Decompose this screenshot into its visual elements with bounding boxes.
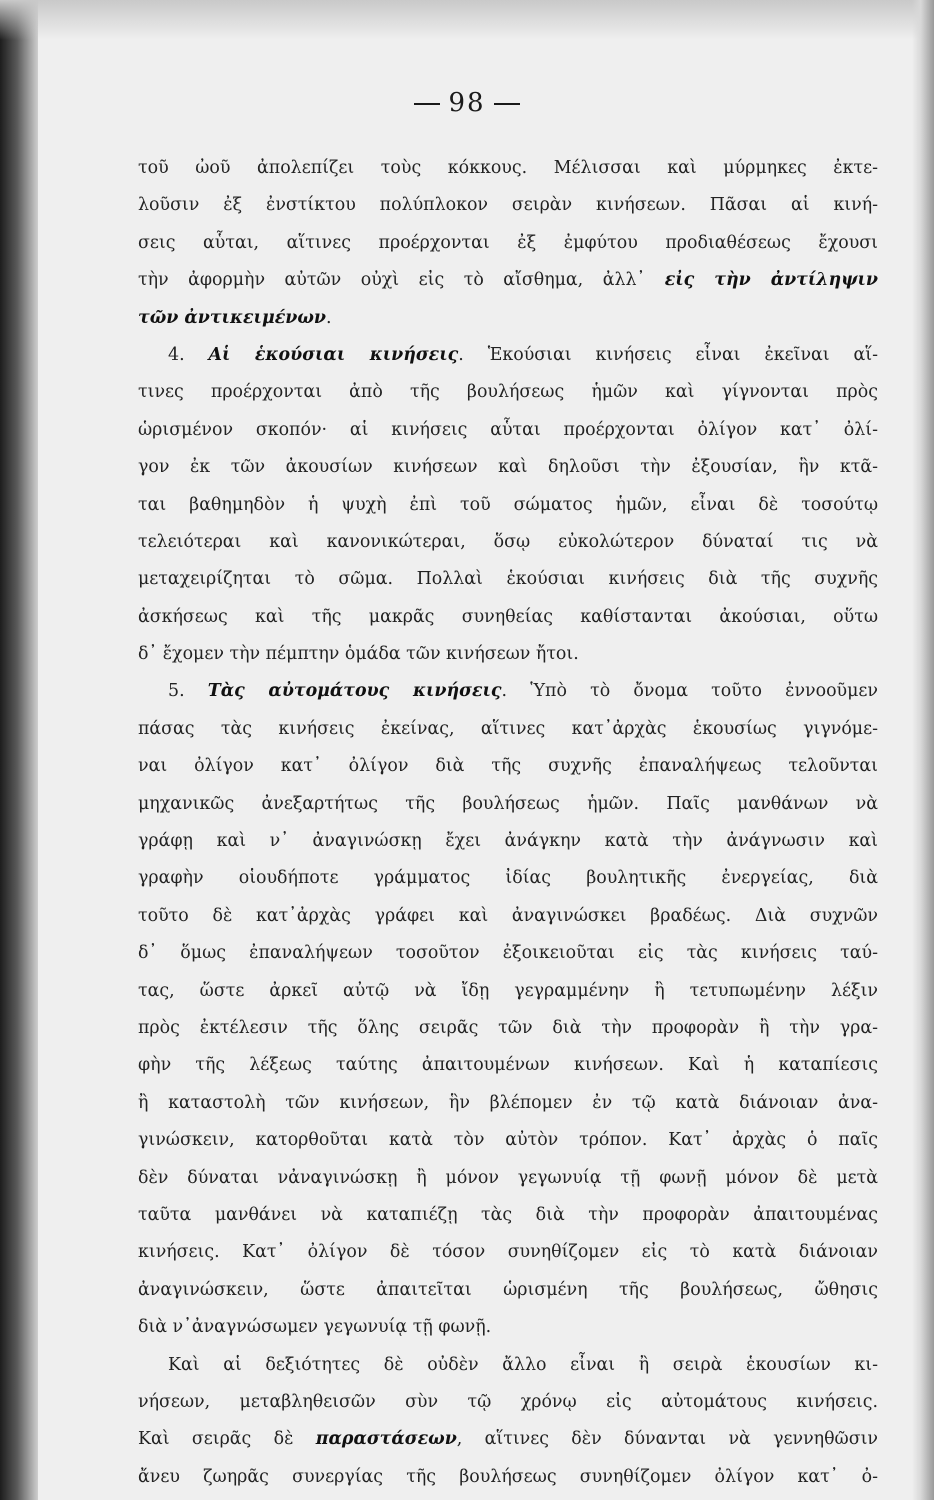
text-segment: ἄνευ ζωηρᾶς συνεργίας τῆς βουλήσεως συνηθίζομεν ὀλίγον κατ᾽ ὀ- <box>138 1466 878 1487</box>
text-segment: φὴν τῆς λέξεως ταύτης ἀπαιτουμένων κινήσεων. Καὶ ἡ καταπίεσις <box>138 1055 878 1076</box>
text-line <box>138 1197 878 1234</box>
text-line <box>138 225 878 262</box>
text-line <box>138 524 878 561</box>
text-line <box>138 1122 878 1159</box>
page-number-dash-left <box>414 103 440 105</box>
text-segment: κινήσεις. Κατ᾽ ὀλίγον δὲ τόσον συνηθίζομεν εἰς τὸ κατὰ διάνοιαν <box>138 1242 878 1263</box>
page-number <box>0 88 934 118</box>
text-line <box>138 1010 878 1047</box>
text-line <box>138 673 878 710</box>
text-line <box>138 449 878 486</box>
text-segment: τινες προέρχονται ἀπὸ τῆς βουλήσεως ἡμῶν καὶ γίγνονται πρὸς <box>138 382 878 403</box>
text-segment: ἀναγινώσκειν, ὥστε ἀπαιτεῖται ὡρισμένη τῆς βουλήσεως, ὤθησις <box>138 1279 878 1300</box>
text-segment: ἀσκήσεως καὶ τῆς μακρᾶς συνηθείας καθίστανται ἀκούσιαι, οὕτω <box>138 606 878 627</box>
text-segment: πρὸς ἐκτέλεσιν τῆς ὅλης σειρᾶς τῶν διὰ τὴν προφορὰν ἢ τὴν γρα- <box>138 1017 878 1038</box>
text-line <box>138 262 878 299</box>
emphasized-term: παραστάσεων <box>315 1429 457 1450</box>
text-line <box>138 412 878 449</box>
text-segment: . Ἑκούσιαι κινήσεις εἶναι ἐκεῖναι αἵ- <box>458 344 878 365</box>
text-segment: ταῦτα μανθάνει νὰ καταπιέζῃ τὰς διὰ τὴν προφορὰν ἀπαιτουμένας <box>138 1204 878 1225</box>
top-edge-shadow <box>0 0 934 40</box>
text-line <box>138 1347 878 1384</box>
text-line <box>138 748 878 785</box>
text-segment: τοῦτο δὲ κατ᾽ἀρχὰς γράφει καὶ ἀναγινώσκει βραδέως. Διὰ συχνῶν <box>138 905 878 926</box>
text-line <box>138 1421 878 1458</box>
text-line <box>138 1459 878 1496</box>
text-segment: ναι ὀλίγον κατ᾽ ὀλίγον διὰ τῆς συχνῆς ἐπαναλήψεως τελοῦνται <box>138 756 878 777</box>
text-line <box>138 860 878 897</box>
text-segment: . Ὑπὸ τὸ ὄνομα τοῦτο ἐννοοῦμεν <box>501 681 878 702</box>
text-segment: μεταχειρίζηται τὸ σῶμα. Πολλαὶ ἑκούσιαι κινήσεις διὰ τῆς συχνῆς <box>138 569 878 590</box>
text-line <box>138 786 878 823</box>
text-segment: μηχανικῶς ἀνεξαρτήτως τῆς βουλήσεως ἡμῶν. Παῖς μανθάνων νὰ <box>138 793 878 814</box>
text-segment: Καὶ σειρᾶς δὲ <box>138 1429 316 1450</box>
text-segment: 4. <box>168 344 209 365</box>
text-segment: ἢ καταστολὴ τῶν κινήσεων, ἣν βλέπομεν ἐν τῷ κατὰ διάνοιαν ἀνα- <box>138 1092 878 1113</box>
text-segment: τας, ὥστε ἀρκεῖ αὐτῷ νὰ ἴδῃ γεγραμμένην ἢ τετυπωμένην λέξιν <box>138 980 878 1001</box>
text-line <box>138 935 878 972</box>
text-segment: λοῦσιν ἐξ ἐνστίκτου πολύπλοκον σειρὰν κινήσεων. Πᾶσαι αἱ κινή- <box>138 195 878 216</box>
page-edge-shadow <box>912 0 934 1500</box>
text-line <box>138 711 878 748</box>
text-line <box>138 1160 878 1197</box>
text-line <box>138 599 878 636</box>
text-segment: τελειότεραι καὶ κανονικώτεραι, ὅσῳ εὐκολώτερον δύναταί τις νὰ <box>138 531 878 552</box>
text-line <box>138 187 878 224</box>
text-line <box>138 150 878 187</box>
text-segment: 5. <box>168 681 208 702</box>
text-line <box>138 1047 878 1084</box>
text-segment: δ᾽ ἔχομεν τὴν πέμπτην ὁμάδα τῶν κινήσεων ἤτοι. <box>138 644 579 665</box>
text-line <box>138 898 878 935</box>
text-segment: ται βαθημηδὸν ἡ ψυχὴ ἐπὶ τοῦ σώματος ἡμῶν, εἶναι δὲ τοσούτῳ <box>138 494 878 515</box>
text-segment: . <box>325 307 332 328</box>
page-number-dash-right <box>494 103 520 105</box>
text-segment: , αἵτινες δὲν δύνανται νὰ γεννηθῶσιν <box>456 1429 878 1450</box>
text-line <box>138 1384 878 1421</box>
text-line <box>138 1309 878 1346</box>
emphasized-term: τῶν ἀντικειμένων <box>138 307 326 328</box>
text-segment: τὴν ἀφορμὴν αὐτῶν οὐχὶ εἰς τὸ αἴσθημα, ἀλλ᾽ <box>138 270 665 291</box>
text-line <box>138 636 878 673</box>
text-segment: γράφῃ καὶ ν᾽ ἀναγινώσκῃ ἔχει ἀνάγκην κατὰ τὴν ἀνάγνωσιν καὶ <box>138 831 878 852</box>
page-number-value: 98 <box>448 88 486 118</box>
text-segment: γον ἐκ τῶν ἀκουσίων κινήσεων καὶ δηλοῦσι τὴν ἐξουσίαν, ἣν κτᾶ- <box>138 457 878 478</box>
text-segment: δ᾽ ὅμως ἐπαναλήψεων τοσοῦτον ἐξοικειοῦται εἰς τὰς κινήσεις ταύ- <box>138 943 878 964</box>
text-segment: γινώσκειν, κατορθοῦται κατὰ τὸν αὐτὸν τρόπον. Κατ᾽ ἀρχὰς ὁ παῖς <box>138 1130 878 1151</box>
emphasized-term: Αἱ ἑκούσιαι κινήσεις <box>208 344 459 365</box>
text-segment: πάσας τὰς κινήσεις ἐκείνας, αἵτινες κατ᾽ἀρχὰς ἑκουσίως γιγνόμε- <box>138 718 878 739</box>
text-segment: δὲν δύναται νἀναγινώσκῃ ἢ μόνον γεγωνυίᾳ τῇ φωνῇ μόνον δὲ μετὰ <box>138 1167 878 1188</box>
text-line <box>138 1234 878 1271</box>
text-line <box>138 1085 878 1122</box>
body-text <box>138 150 878 1496</box>
emphasized-term: εἰς τὴν ἀντίληψιν <box>664 270 878 291</box>
text-segment: νήσεων, μεταβληθεισῶν σὺν τῷ χρόνῳ εἰς αὐτομάτους κινήσεις. <box>138 1391 878 1412</box>
text-line <box>138 1272 878 1309</box>
text-segment: σεις αὗται, αἵτινες προέρχονται ἐξ ἐμφύτου προδιαθέσεως ἔχουσι <box>138 232 878 253</box>
text-segment: τοῦ ὠοῦ ἀπολεπίζει τοὺς κόκκους. Μέλισσαι καὶ μύρμηκες ἐκτε- <box>138 158 878 178</box>
text-segment: γραφὴν οἱουδήποτε γράμματος ἰδίας βουλητικῆς ἐνεργείας, διὰ <box>138 868 878 889</box>
emphasized-term: Τὰς αὐτομάτους κινήσεις <box>207 681 502 702</box>
text-line <box>138 561 878 598</box>
text-line <box>138 487 878 524</box>
text-line <box>138 973 878 1010</box>
text-segment: διὰ ν᾽ἀναγνώσωμεν γεγωνυίᾳ τῇ φωνῇ. <box>138 1317 492 1338</box>
book-spine-shadow <box>0 0 38 1500</box>
text-segment: Καὶ αἱ δεξιότητες δὲ οὐδὲν ἄλλο εἶναι ἢ σειρὰ ἑκουσίων κι- <box>168 1354 878 1375</box>
text-line <box>138 337 878 374</box>
text-line <box>138 374 878 411</box>
text-segment: ὡρισμένον σκοπόν· αἱ κινήσεις αὗται προέρχονται ὀλίγον κατ᾽ ὀλί- <box>138 419 878 440</box>
text-line <box>138 823 878 860</box>
text-line <box>138 300 878 337</box>
